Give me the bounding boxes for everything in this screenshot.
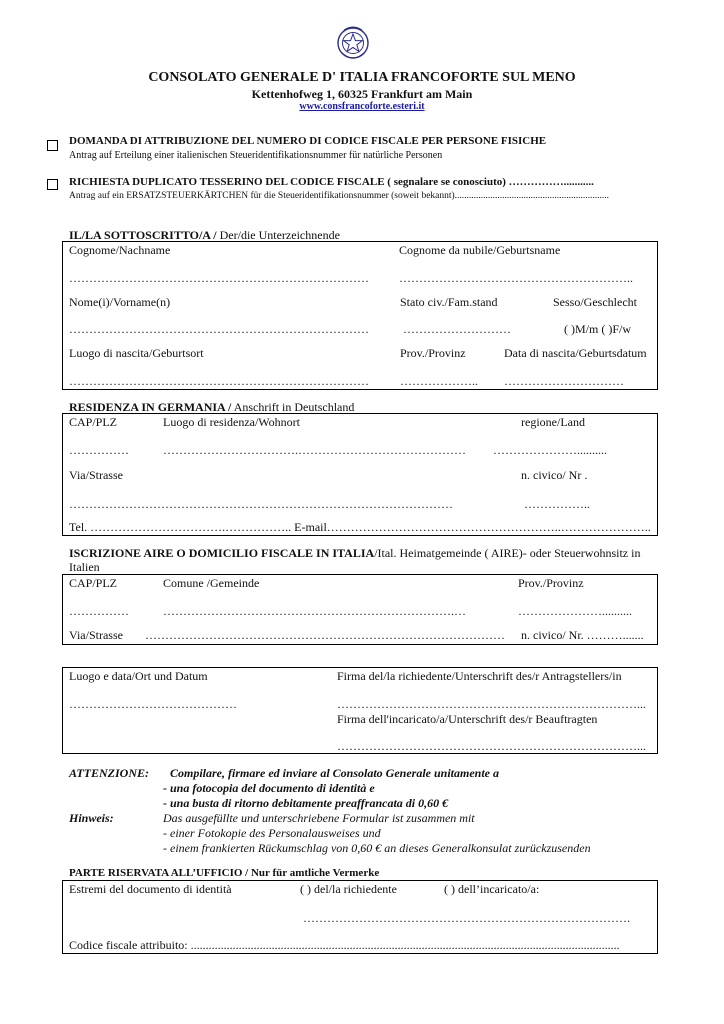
- applicant-signature-field[interactable]: …………………………………………………………………...: [337, 697, 646, 711]
- aire-heading-rest: /Ital. Heimatgemeinde ( AIRE)- oder Steuerwohnsitz in: [374, 546, 641, 560]
- id-document-field[interactable]: ……………………………………………………………………….: [303, 911, 630, 925]
- residence-heading-rest: Anschrift in Deutschland: [231, 400, 355, 414]
- residence-box: [62, 413, 658, 536]
- consulate-title: CONSOLATO GENERALE D' ITALIA FRANCOFORTE SUL MENO: [148, 70, 576, 85]
- website-row: [0, 101, 724, 112]
- aire-heading: [69, 546, 640, 561]
- sex-label: Sesso/Geschlecht: [553, 295, 637, 309]
- residence-cap-field[interactable]: ……………: [69, 443, 129, 457]
- place-date-field[interactable]: ……………………………………: [69, 697, 237, 711]
- residence-street-field[interactable]: ……………………………………………………………………………………: [69, 497, 453, 511]
- attention-line-2: - una fotocopia del documento di identità e: [163, 781, 375, 795]
- aire-street-label: Via/Strasse: [69, 628, 123, 642]
- residence-place-label: Luogo di residenza/Wohnort: [163, 415, 300, 429]
- civil-status-label: Stato civ./Fam.stand: [400, 295, 498, 309]
- option-agent[interactable]: ( ) dell’incaricato/a:: [444, 882, 540, 896]
- aire-cap-label: CAP/PLZ: [69, 576, 118, 590]
- hinweis-label: Hinweis:: [69, 811, 114, 825]
- aire-heading-line2: Italien: [69, 560, 100, 574]
- residence-region-field[interactable]: …………………..........: [493, 443, 607, 457]
- residence-region-label: regione/Land: [521, 415, 585, 429]
- hinweis-line-1: Das ausgefüllte und unterschriebene Formular ist zusammen mit: [163, 811, 475, 825]
- birthplace-field[interactable]: …………………………………………………………………: [69, 374, 369, 388]
- attention-line-3: - una busta di ritorno debitamente preaffrancata di 0,60 €: [163, 796, 449, 810]
- residence-place-field[interactable]: …………………………….……………………………………: [163, 443, 466, 457]
- birth-province-field[interactable]: ………………..: [400, 374, 478, 388]
- hinweis-line-2: - einer Fotokopie des Personalausweises und: [163, 826, 381, 840]
- request-attribution-title: DOMANDA DI ATTRIBUZIONE DEL NUMERO DI CODICE FISCALE PER PERSONE FISICHE: [69, 135, 547, 147]
- undersigned-heading-rest: Der/die Unterzeichnende: [216, 228, 340, 242]
- residence-number-field[interactable]: ……………..: [524, 497, 590, 511]
- aire-prov-label: Prov./Provinz: [518, 576, 584, 590]
- request-attribution-subtitle: Antrag auf Erteilung einer italienischen Steueridentifikationsnummer für natürliche Personen: [69, 150, 443, 161]
- aire-comune-label: Comune /Gemeinde: [163, 576, 260, 590]
- aire-cap-field[interactable]: ……………: [69, 604, 129, 618]
- aire-heading-bold: ISCRIZIONE AIRE O DOMICILIO FISCALE IN ITALIA: [69, 546, 375, 560]
- birth-province-label: Prov./Provinz: [400, 346, 466, 360]
- tel-email-fields[interactable]: Tel. …………………………….…………….. E-mail…………………………………………………..…………………..: [69, 520, 651, 534]
- maiden-name-field[interactable]: …………………………………………………..: [399, 271, 633, 285]
- request-duplicate-title: RICHIESTA DUPLICATO TESSERINO DEL CODICE FISCALE ( segnalare se conosciuto) ……………...........: [69, 176, 594, 188]
- civil-status-field[interactable]: ………………………: [403, 322, 511, 336]
- aire-comune-field[interactable]: ……………………………………………………………….…: [163, 604, 466, 618]
- aire-box: [62, 574, 658, 645]
- place-date-label: Luogo e data/Ort und Datum: [69, 669, 208, 683]
- undersigned-heading-bold: IL/LA SOTTOSCRITTO/A /: [69, 228, 217, 242]
- aire-street-field[interactable]: ………………………………………………………………………………: [145, 628, 505, 642]
- birthdate-label: Data di nascita/Geburtsdatum: [504, 346, 647, 360]
- maiden-name-label: Cognome da nubile/Geburtsname: [399, 243, 561, 257]
- surname-field[interactable]: …………………………………………………………………: [69, 271, 369, 285]
- residence-cap-label: CAP/PLZ: [69, 415, 118, 429]
- agent-signature-field[interactable]: …………………………………………………………………...: [337, 739, 646, 753]
- attention-line-1: Compilare, firmare ed inviare al Consolato Generale unitamente a: [170, 766, 500, 780]
- signature-box: [62, 667, 658, 754]
- option-applicant[interactable]: ( ) del/la richiedente: [300, 882, 397, 896]
- residence-number-label: n. civico/ Nr .: [521, 468, 588, 482]
- firstname-field[interactable]: …………………………………………………………………: [69, 322, 369, 336]
- undersigned-box: [62, 241, 658, 390]
- aire-prov-field[interactable]: …………………..........: [518, 604, 632, 618]
- aire-number-field[interactable]: n. civico/ Nr. ……….......: [521, 628, 644, 642]
- request-attribution-checkbox[interactable]: [47, 140, 58, 151]
- firstname-label: Nome(i)/Vorname(n): [69, 295, 171, 309]
- id-document-label: Estremi del documento di identità: [69, 882, 232, 896]
- sex-options[interactable]: ( )M/m ( )F/w: [564, 322, 631, 336]
- consulate-address: Kettenhofweg 1, 60325 Frankfurt am Main: [251, 87, 473, 101]
- request-duplicate-subtitle: Antrag auf ein ERSATZSTEUERKÄRTCHEN für die Steueridentifikationsnummer (soweit bekannt).................................................................: [69, 191, 610, 201]
- fiscal-code-field[interactable]: Codice fiscale attribuito: ...............................................................................................................................................: [69, 938, 620, 952]
- italian-republic-emblem: [335, 24, 371, 64]
- office-box: [62, 880, 658, 954]
- agent-signature-label: Firma dell'incaricato/a/Unterschrift des/r Beauftragten: [337, 712, 598, 726]
- birthplace-label: Luogo di nascita/Geburtsort: [69, 346, 204, 360]
- residence-street-label: Via/Strasse: [69, 468, 123, 482]
- birthdate-field[interactable]: …………………………: [504, 374, 624, 388]
- applicant-signature-label: Firma del/la richiedente/Unterschrift des/r Antragstellers/in: [337, 669, 622, 683]
- request-duplicate-checkbox[interactable]: [47, 179, 58, 190]
- attention-label: ATTENZIONE:: [69, 766, 150, 780]
- residence-heading-bold: RESIDENZA IN GERMANIA /: [69, 400, 232, 414]
- website-link[interactable]: www.consfrancoforte.esteri.it: [299, 101, 425, 112]
- hinweis-line-3: - einem frankierten Rückumschlag von 0,60 € an dieses Generalkonsulat zurückzusenden: [163, 841, 591, 855]
- surname-label: Cognome/Nachname: [69, 243, 171, 257]
- office-heading: PARTE RISERVATA ALL’UFFICIO / Nur für amtliche Vermerke: [69, 867, 380, 879]
